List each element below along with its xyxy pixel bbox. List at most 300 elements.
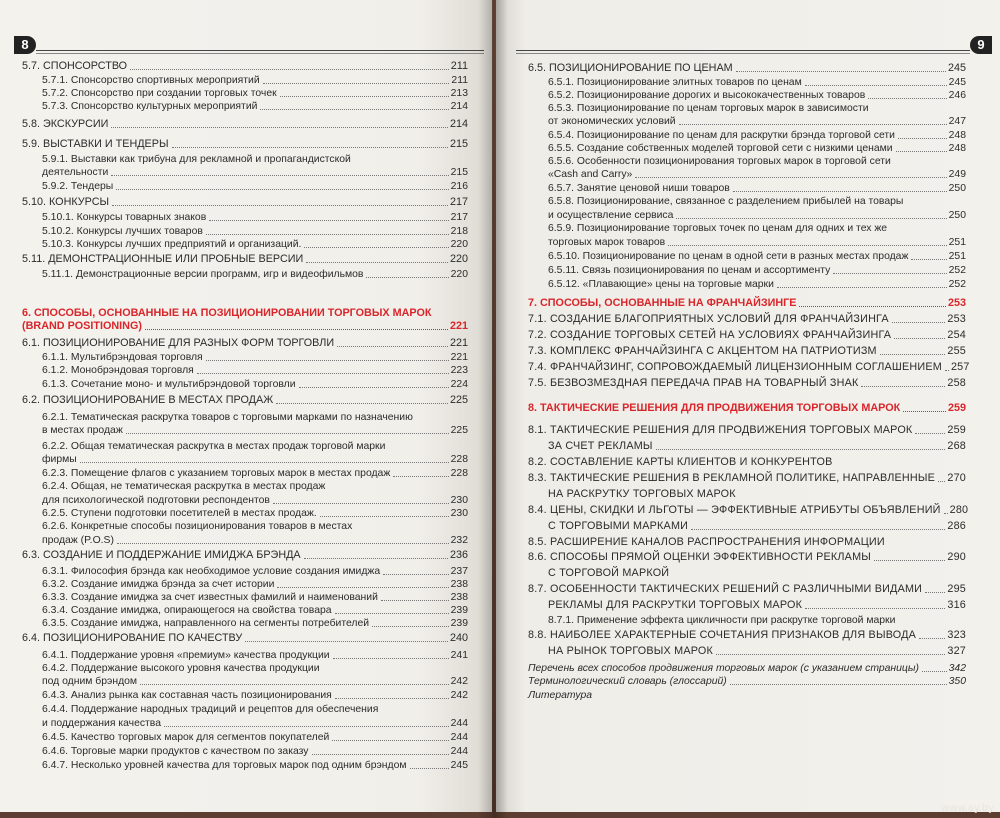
dot-leader <box>679 124 947 125</box>
toc-entry-title: 6.4. ПОЗИЦИОНИРОВАНИЕ ПО КАЧЕСТВУ <box>22 632 243 644</box>
dot-leader <box>209 220 448 221</box>
dot-leader <box>111 175 448 176</box>
dot-leader <box>306 262 448 263</box>
toc-entry <box>22 549 468 562</box>
toc-entry <box>42 268 468 281</box>
toc-entry-page: 215 <box>449 138 468 150</box>
dot-leader <box>805 85 947 86</box>
toc-entry <box>528 472 966 485</box>
dot-leader <box>861 386 945 387</box>
toc-entry-page: 238 <box>450 579 468 590</box>
dot-leader <box>874 560 945 561</box>
toc-entry <box>42 467 468 480</box>
toc-entry <box>528 62 966 75</box>
toc-entry-title: 6.3.1. Философия брэнда как необходимое условие создания имиджа <box>42 566 381 577</box>
toc-entry-title: С ТОРГОВОЙ МАРКОЙ <box>548 567 670 579</box>
toc-entry-title: торговых марок товаров <box>548 237 666 248</box>
toc-entry-title: 6.3. СОЗДАНИЕ И ПОДДЕРЖАНИЕ ИМИДЖА БРЭНДА <box>22 549 301 561</box>
toc-entry-title: 6.5.10. Позиционирование по ценам в одной сети в разных местах продаж <box>548 251 909 262</box>
page-number-left: 8 <box>14 36 36 54</box>
toc-entry-title: 6.4.2. Поддержание высокого уровня качества продукции <box>42 663 320 674</box>
toc-entry-title: 6.1. ПОЗИЦИОНИРОВАНИЕ ДЛЯ РАЗНЫХ ФОРМ ТОРГОВЛИ <box>22 337 335 349</box>
dot-leader <box>320 516 449 517</box>
toc-entry-page: 228 <box>450 454 468 465</box>
dot-leader <box>130 69 449 70</box>
toc-entry-title: 6.1.2. Монобрэндовая торговля <box>42 365 194 376</box>
toc-entry-page: 295 <box>947 583 966 595</box>
toc-entry-title: 8.7. ОСОБЕННОСТИ ТАКТИЧЕСКИХ РЕШЕНИЙ С РАЗЛИЧНЫМИ ВИДАМИ <box>528 583 923 595</box>
toc-entry-title: 5.9. ВЫСТАВКИ И ТЕНДЕРЫ <box>22 138 169 150</box>
dot-leader <box>80 462 449 463</box>
toc-entry-page: 230 <box>450 495 468 506</box>
toc-entry <box>528 329 966 342</box>
toc-entry <box>548 278 966 291</box>
dot-leader <box>381 600 449 601</box>
dot-leader <box>383 574 449 575</box>
toc-entry-page: 258 <box>947 377 966 389</box>
toc-entry <box>548 567 966 580</box>
toc-entry <box>42 87 468 100</box>
toc-entry-page: 220 <box>450 239 468 250</box>
dot-leader <box>393 476 448 477</box>
toc-entry <box>548 89 966 102</box>
toc-entry <box>548 168 966 181</box>
toc-entry <box>42 731 468 744</box>
toc-entry-page: 221 <box>450 352 468 363</box>
toc-entry <box>22 60 468 73</box>
toc-entry-page: 224 <box>450 379 468 390</box>
toc-entry <box>528 536 966 549</box>
toc-entry-title: (BRAND POSITIONING) <box>22 320 142 332</box>
toc-entry-title: 6.5.8. Позиционирование, связанное с разделением прибылей на товары <box>548 196 904 207</box>
toc-entry <box>42 364 468 377</box>
toc-entry <box>548 488 966 501</box>
toc-entry-page: 211 <box>451 75 468 86</box>
toc-entry-page: 228 <box>450 468 468 479</box>
dot-leader <box>145 329 448 330</box>
toc-entry <box>22 138 468 151</box>
toc-entry-page: 251 <box>948 237 966 248</box>
toc-entry <box>42 649 468 662</box>
toc-entry-page: 213 <box>450 88 468 99</box>
toc-entry <box>548 520 966 533</box>
dot-leader <box>833 273 946 274</box>
toc-entry <box>528 424 966 437</box>
toc-entry <box>528 504 969 517</box>
toc-entry-title: 5.8. ЭКСКУРСИИ <box>22 118 109 130</box>
dot-leader <box>304 247 448 248</box>
book-gutter-shadow <box>478 0 508 818</box>
toc-entry-title: 6.5.7. Занятие ценовой ниши товаров <box>548 183 730 194</box>
toc-entry <box>548 102 966 115</box>
dot-leader <box>117 543 449 544</box>
toc-entry-title: 6.5. ПОЗИЦИОНИРОВАНИЕ ПО ЦЕНАМ <box>528 62 733 74</box>
toc-entry-title: 6.3.2. Создание имиджа брэнда за счет истории <box>42 579 275 590</box>
toc-entry-title: 6.2. ПОЗИЦИОНИРОВАНИЕ В МЕСТАХ ПРОДАЖ <box>22 394 274 406</box>
dot-leader <box>938 481 945 482</box>
header-rule <box>36 50 484 51</box>
dot-leader <box>304 558 448 559</box>
toc-entry-title: 5.7. СПОНСОРСТВО <box>22 60 128 72</box>
toc-entry <box>548 645 966 658</box>
dot-leader <box>805 608 945 609</box>
toc-entry-title: 6.5.2. Позиционирование дорогих и высококачественных товаров <box>548 90 866 101</box>
toc-entry <box>22 307 468 320</box>
toc-entry <box>42 351 468 364</box>
toc-entry-title: 6.4.6. Торговые марки продуктов с качеством по заказу <box>42 746 309 757</box>
dot-leader <box>868 98 946 99</box>
dot-leader <box>332 740 448 741</box>
toc-entry-title: 6.4.5. Качество торговых марок для сегментов покупателей <box>42 732 330 743</box>
toc-entry <box>42 520 468 533</box>
toc-entry <box>42 494 468 507</box>
toc-entry-title: 5.7.3. Спонсорство культурных мероприятий <box>42 101 258 112</box>
dot-leader <box>116 189 448 190</box>
dot-leader <box>880 354 946 355</box>
dot-leader <box>140 684 449 685</box>
toc-entry-title: 5.10.1. Конкурсы товарных знаков <box>42 212 207 223</box>
toc-entry-title: 8.7.1. Применение эффекта цикличности при раскрутке торговой марки <box>548 615 896 626</box>
dot-leader <box>777 287 947 288</box>
toc-entry-page: 215 <box>450 167 468 178</box>
toc-entry <box>22 253 468 266</box>
toc-entry <box>42 604 468 617</box>
toc-entry <box>548 182 966 195</box>
toc-entry <box>42 100 468 113</box>
toc-entry <box>42 424 468 437</box>
toc-entry <box>528 583 966 596</box>
toc-entry-page: 251 <box>948 251 966 262</box>
toc-entry <box>42 166 468 179</box>
toc-entry <box>548 614 966 627</box>
toc-entry-title: 6.1.3. Сочетание моно- и мультибрэндовой торговли <box>42 379 296 390</box>
toc-entry <box>548 209 966 222</box>
toc-entry <box>548 264 966 277</box>
dot-leader <box>245 641 448 642</box>
toc-entry-title: 7.3. КОМПЛЕКС ФРАНЧАЙЗИНГА С АКЦЕНТОМ НА ПАТРИОТИЗМ <box>528 345 877 357</box>
toc-entry-title: 6.5.5. Создание собственных моделей торговой сети с низкими ценами <box>548 143 893 154</box>
right-page <box>496 0 1000 812</box>
toc-entry <box>42 675 468 688</box>
dot-leader <box>635 177 946 178</box>
dot-leader <box>925 592 945 593</box>
dot-leader <box>273 503 449 504</box>
toc-entry-page: 244 <box>450 732 468 743</box>
toc-entry <box>22 632 468 645</box>
toc-entry-page: 214 <box>449 118 468 130</box>
dot-leader <box>312 754 449 755</box>
toc-entry <box>42 565 468 578</box>
toc-entry-title: 6.4.1. Поддержание уровня «премиум» качества продукции <box>42 650 330 661</box>
toc-entry-title: 5.9.1. Выставки как трибуна для рекламной и пропагандистской <box>42 154 351 165</box>
toc-entry <box>548 195 966 208</box>
dot-leader <box>915 433 945 434</box>
dot-leader <box>366 277 448 278</box>
toc-entry-title: 8.8. НАИБОЛЕЕ ХАРАКТЕРНЫЕ СОЧЕТАНИЯ ПРИЗНАКОВ ДЛЯ ВЫВОДА <box>528 629 917 641</box>
toc-entry-title: для психологической подготовки респондентов <box>42 495 270 506</box>
toc-entry <box>22 394 468 407</box>
dot-leader <box>335 698 449 699</box>
toc-entry <box>22 196 468 209</box>
dot-leader <box>299 387 449 388</box>
toc-entry-title: ЗА СЧЕТ РЕКЛАМЫ <box>548 440 653 452</box>
toc-entry-page: 214 <box>450 101 468 112</box>
toc-entry-page: 244 <box>450 746 468 757</box>
toc-entry-page: 236 <box>449 549 468 561</box>
toc-entry-page: 225 <box>450 425 468 436</box>
toc-entry-title: 6.2.4. Общая, не тематическая раскрутка в местах продаж <box>42 481 326 492</box>
toc-entry <box>528 297 966 310</box>
toc-entry <box>548 222 966 235</box>
dot-leader <box>112 205 448 206</box>
toc-entry-page: 259 <box>947 424 966 436</box>
dot-leader <box>263 83 450 84</box>
toc-entry <box>42 534 468 547</box>
header-rule-thin <box>516 53 970 54</box>
toc-entry <box>42 225 468 238</box>
toc-entry <box>528 361 970 374</box>
toc-entry-title: 6.5.4. Позиционирование по ценам для раскрутки брэнда торговой сети <box>548 130 895 141</box>
toc-entry-page: 241 <box>450 650 468 661</box>
dot-leader <box>260 109 448 110</box>
toc-entry <box>42 617 468 630</box>
toc-entry-page: 238 <box>450 592 468 603</box>
toc-entry-page: 245 <box>947 62 966 74</box>
toc-entry-title: НА РАСКРУТКУ ТОРГОВЫХ МАРОК <box>548 488 736 500</box>
dot-leader <box>276 403 448 404</box>
toc-entry <box>528 675 966 688</box>
dot-leader <box>733 191 947 192</box>
toc-entry-title: 7. СПОСОБЫ, ОСНОВАННЫЕ НА ФРАНЧАЙЗИНГЕ <box>528 297 797 309</box>
dot-leader <box>716 654 945 655</box>
toc-entry-title: 5.10.3. Конкурсы лучших предприятий и организаций. <box>42 239 302 250</box>
dot-leader <box>372 626 449 627</box>
toc-entry <box>22 118 468 131</box>
dot-leader <box>691 529 945 530</box>
toc-entry-title: 6.5.9. Позиционирование торговых точек по ценам для одних и тех же <box>548 223 888 234</box>
toc-entry-page: 253 <box>947 297 966 309</box>
toc-entry-title: «Cash and Carry» <box>548 169 633 180</box>
dot-leader <box>197 373 449 374</box>
dot-leader <box>922 671 947 672</box>
toc-entry-title: деятельности <box>42 167 109 178</box>
toc-entry-page: 244 <box>450 718 468 729</box>
toc-entry <box>548 250 966 263</box>
toc-entry-page: 259 <box>947 402 966 414</box>
toc-entry-page: 257 <box>950 361 970 373</box>
toc-entry-title: 6.2.5. Ступени подготовки посетителей в местах продаж. <box>42 508 317 519</box>
toc-entry-page: 254 <box>947 329 966 341</box>
toc-entry-title: 6.4.4. Поддержание народных традиций и рецептов для обеспечения <box>42 704 379 715</box>
toc-entry-page: 286 <box>947 520 966 532</box>
toc-entry-page: 323 <box>947 629 966 641</box>
dot-leader <box>277 587 448 588</box>
toc-entry <box>528 689 966 702</box>
dot-leader <box>410 768 449 769</box>
toc-entry-page: 245 <box>450 760 468 771</box>
toc-entry-page: 242 <box>450 690 468 701</box>
dot-leader <box>911 259 946 260</box>
toc-entry-title: 6. СПОСОБЫ, ОСНОВАННЫЕ НА ПОЗИЦИОНИРОВАНИИ ТОРГОВЫХ МАРОК <box>22 307 432 319</box>
toc-entry <box>42 180 468 193</box>
toc-entry-title: 8.3. ТАКТИЧЕСКИЕ РЕШЕНИЯ В РЕКЛАМНОЙ ПОЛИТИКЕ, НАПРАВЛЕННЫЕ <box>528 472 936 484</box>
toc-entry-title: 6.5.11. Связь позиционирования по ценам и ассортименту <box>548 265 831 276</box>
dot-leader <box>335 613 449 614</box>
toc-entry-page: 252 <box>948 279 966 290</box>
toc-entry-page: 217 <box>450 212 468 223</box>
dot-leader <box>656 449 946 450</box>
toc-entry <box>42 578 468 591</box>
dot-leader <box>280 96 449 97</box>
toc-entry-page: 240 <box>449 632 468 644</box>
toc-entry-title: 7.4. ФРАНЧАЙЗИНГ, СОПРОВОЖДАЕМЫЙ ЛИЦЕНЗИОННЫМ СОГЛАШЕНИЕМ <box>528 361 942 373</box>
toc-entry-page: 223 <box>450 365 468 376</box>
toc-entry <box>22 320 468 333</box>
dot-leader <box>676 218 946 219</box>
left-page-header <box>14 36 484 54</box>
toc-entry <box>548 236 966 249</box>
toc-entry-title: 6.2.3. Помещение флагов с указанием торговых марок в местах продаж <box>42 468 391 479</box>
right-page-header <box>516 36 992 54</box>
toc-entry-page: 211 <box>450 60 468 72</box>
toc-entry-page: 232 <box>450 535 468 546</box>
toc-entry-title: С ТОРГОВЫМИ МАРКАМИ <box>548 520 689 532</box>
toc-entry-title: 5.7.2. Спонсорство при создании торговых точек <box>42 88 277 99</box>
dot-leader <box>333 658 449 659</box>
dot-leader <box>206 360 449 361</box>
dot-leader <box>730 684 947 685</box>
page-number-right: 9 <box>970 36 992 54</box>
dot-leader <box>894 338 945 339</box>
toc-entry-page: 249 <box>948 169 966 180</box>
toc-entry <box>548 599 966 612</box>
toc-entry-page: 290 <box>947 551 966 563</box>
toc-entry <box>548 129 966 142</box>
toc-entry-page: 239 <box>450 605 468 616</box>
toc-entry-page: 316 <box>947 599 966 611</box>
dot-leader <box>944 513 948 514</box>
toc-entry <box>42 507 468 520</box>
toc-entry-title: под одним брэндом <box>42 676 138 687</box>
toc-entry-title: и осуществление сервиса <box>548 210 674 221</box>
toc-entry <box>548 76 966 89</box>
header-rule <box>516 50 970 51</box>
watermark: www.ay.by <box>941 803 994 814</box>
toc-entry <box>548 155 966 168</box>
toc-entry <box>528 551 966 564</box>
dot-leader <box>945 370 949 371</box>
toc-entry-title: 7.5. БЕЗВОЗМЕЗДНАЯ ПЕРЕДАЧА ПРАВ НА ТОВАРНЫЙ ЗНАК <box>528 377 859 389</box>
toc-entry-title: 6.5.1. Позиционирование элитных товаров по ценам <box>548 77 802 88</box>
toc-entry <box>528 629 966 642</box>
dot-leader <box>111 127 448 128</box>
toc-entry-title: 6.4.7. Несколько уровней качества для торговых марок под одним брэндом <box>42 760 407 771</box>
dot-leader <box>736 71 946 72</box>
toc-entry-title: 5.9.2. Тендеры <box>42 181 114 192</box>
toc-entry-page: 218 <box>450 226 468 237</box>
dot-leader <box>126 433 449 434</box>
toc-entry-title: 7.2. СОЗДАНИЕ ТОРГОВЫХ СЕТЕЙ НА УСЛОВИЯХ ФРАНЧАЙЗИНГА <box>528 329 892 341</box>
toc-entry-title: Перечень всех способов продвижения торговых марок (с указанием страницы) <box>528 663 919 674</box>
toc-entry <box>42 211 468 224</box>
dot-leader <box>337 346 448 347</box>
toc-entry <box>528 377 966 390</box>
toc-entry <box>42 703 468 716</box>
toc-entry-title: Литература <box>528 690 593 701</box>
toc-entry-title: 6.2.6. Конкретные способы позиционирования товаров в местах <box>42 521 353 532</box>
toc-entry-title: 6.1.1. Мультибрэндовая торговля <box>42 352 203 363</box>
dot-leader <box>903 411 946 412</box>
toc-entry-page: 255 <box>947 345 966 357</box>
dot-leader <box>896 151 947 152</box>
toc-entry <box>42 662 468 675</box>
toc-entry-page: 245 <box>948 77 966 88</box>
toc-entry <box>42 745 468 758</box>
toc-entry-page: 220 <box>449 253 468 265</box>
toc-entry-page: 242 <box>450 676 468 687</box>
toc-entry-page: 270 <box>947 472 966 484</box>
toc-entry <box>528 313 966 326</box>
toc-entry-title: 8.6. СПОСОБЫ ПРЯМОЙ ОЦЕНКИ ЭФФЕКТИВНОСТИ РЕКЛАМЫ <box>528 551 872 563</box>
toc-entry <box>42 453 468 466</box>
toc-entry <box>42 759 468 772</box>
toc-entry-title: 6.3.3. Создание имиджа за счет известных фамилий и наименований <box>42 592 378 603</box>
toc-entry <box>42 689 468 702</box>
toc-entry-page: 230 <box>450 508 468 519</box>
toc-entry-page: 216 <box>450 181 468 192</box>
toc-entry-title: 5.11. ДЕМОНСТРАЦИОННЫЕ ИЛИ ПРОБНЫЕ ВЕРСИИ <box>22 253 304 265</box>
toc-entry-title: от экономических условий <box>548 116 676 127</box>
toc-entry <box>42 717 468 730</box>
toc-entry-page: 252 <box>948 265 966 276</box>
toc-entry <box>548 142 966 155</box>
toc-entry-page: 350 <box>948 676 966 687</box>
toc-entry <box>528 345 966 358</box>
toc-entry-title: Терминологический словарь (глоссарий) <box>528 676 727 687</box>
toc-entry-page: 221 <box>449 320 468 332</box>
toc-entry-page: 225 <box>449 394 468 406</box>
toc-entry-title: фирмы <box>42 454 77 465</box>
toc-entry <box>528 662 966 675</box>
toc-entry <box>42 480 468 493</box>
toc-entry-title: в местах продаж <box>42 425 123 436</box>
toc-entry-title: 6.3.5. Создание имиджа, направленного на сегменты потребителей <box>42 618 370 629</box>
toc-entry-title: 6.3.4. Создание имиджа, опирающегося на свойства товара <box>42 605 332 616</box>
toc-entry-page: 248 <box>948 130 966 141</box>
toc-entry-title: 8.4. ЦЕНЫ, СКИДКИ И ЛЬГОТЫ — ЭФФЕКТИВНЫЕ АТРИБУТЫ ОБЪЯВЛЕНИЙ <box>528 504 941 516</box>
toc-entry-page: 246 <box>948 90 966 101</box>
header-rule-thin <box>36 53 484 54</box>
toc-entry <box>22 337 468 350</box>
toc-entry-page: 220 <box>450 269 468 280</box>
dot-leader <box>898 138 947 139</box>
dot-leader <box>206 234 449 235</box>
toc-entry-page: 250 <box>948 210 966 221</box>
toc-entry-page: 247 <box>948 116 966 127</box>
toc-entry-title: 7.1. СОЗДАНИЕ БЛАГОПРИЯТНЫХ УСЛОВИЙ ДЛЯ ФРАНЧАЙЗИНГА <box>528 313 889 325</box>
toc-entry-title: 8. ТАКТИЧЕСКИЕ РЕШЕНИЯ ДЛЯ ПРОДВИЖЕНИЯ ТОРГОВЫХ МАРОК <box>528 402 901 414</box>
toc-entry-page: 237 <box>450 566 468 577</box>
dot-leader <box>164 726 449 727</box>
toc-entry-title: 6.4.3. Анализ рынка как составная часть позиционирования <box>42 690 332 701</box>
toc-entry-title: 6.5.3. Позиционирование по ценам торговых марок в зависимости <box>548 103 869 114</box>
toc-entry <box>42 411 468 424</box>
toc-entry-title: 5.10. КОНКУРСЫ <box>22 196 110 208</box>
toc-entry <box>42 153 468 166</box>
toc-entry-page: 250 <box>948 183 966 194</box>
toc-entry <box>42 591 468 604</box>
toc-entry-title: 5.11.1. Демонстрационные версии программ, игр и видеофильмов <box>42 269 364 280</box>
